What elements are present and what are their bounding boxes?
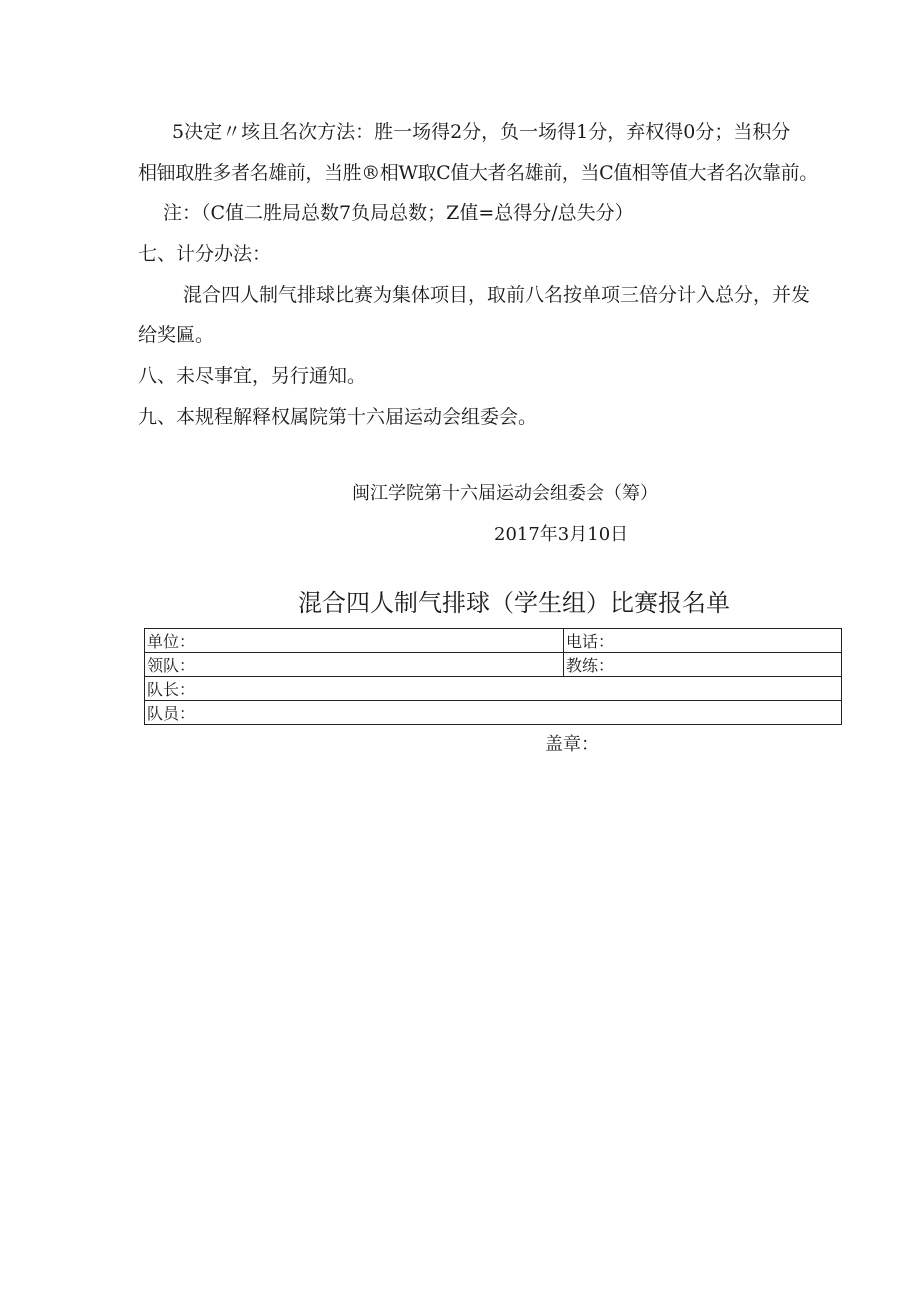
issue-date: 2017年3月10日 (494, 524, 629, 545)
section-8: 八、未尽事宜，另行通知。 (138, 365, 367, 387)
table-row (145, 653, 842, 677)
phone-field[interactable] (564, 629, 842, 653)
section-9: 九、本规程解释权属院第十六届运动会组委会。 (138, 406, 538, 428)
phone-label: 电话： (566, 632, 615, 651)
leader-label: 领队： (147, 656, 196, 675)
table-row (145, 629, 842, 653)
registration-form-table (144, 628, 842, 725)
rule5-line-1: 5决定〃垓且名次方法：胜一场得2分，负一场得1分，弃权得0分；当积分 (172, 121, 791, 143)
captain-field[interactable] (145, 677, 842, 701)
members-label: 队员： (147, 704, 196, 723)
form-title: 混合四人制气排球（学生组）比赛报名单 (298, 589, 730, 617)
score-note: 注：（C值二胜局总数7负局总数；Z值=总得分/总失分） (163, 202, 634, 224)
members-field[interactable] (145, 701, 842, 725)
unit-field[interactable] (145, 629, 564, 653)
section-7-line-2: 给奖匾。 (138, 324, 215, 346)
coach-field[interactable] (564, 653, 842, 677)
seal-label: 盖章： (545, 734, 599, 755)
unit-label: 单位： (147, 632, 196, 651)
organizer-signature: 闽江学院第十六届运动会组委会（筹） (352, 483, 658, 504)
section-7-line-1: 混合四人制气排球比赛为集体项目，取前八名按单项三倍分计入总分，并发 (183, 284, 811, 306)
table-row (145, 677, 842, 701)
rule5-line-2: 相钿取胜多者名雄前，当胜®相W取C值大者名雄前，当C值相等值大者名次靠前。 (138, 162, 818, 184)
section-7-heading: 七、计分办法： (138, 243, 272, 265)
leader-field[interactable] (145, 653, 564, 677)
table-row (145, 701, 842, 725)
coach-label: 教练： (566, 656, 615, 675)
captain-label: 队长： (147, 680, 196, 699)
